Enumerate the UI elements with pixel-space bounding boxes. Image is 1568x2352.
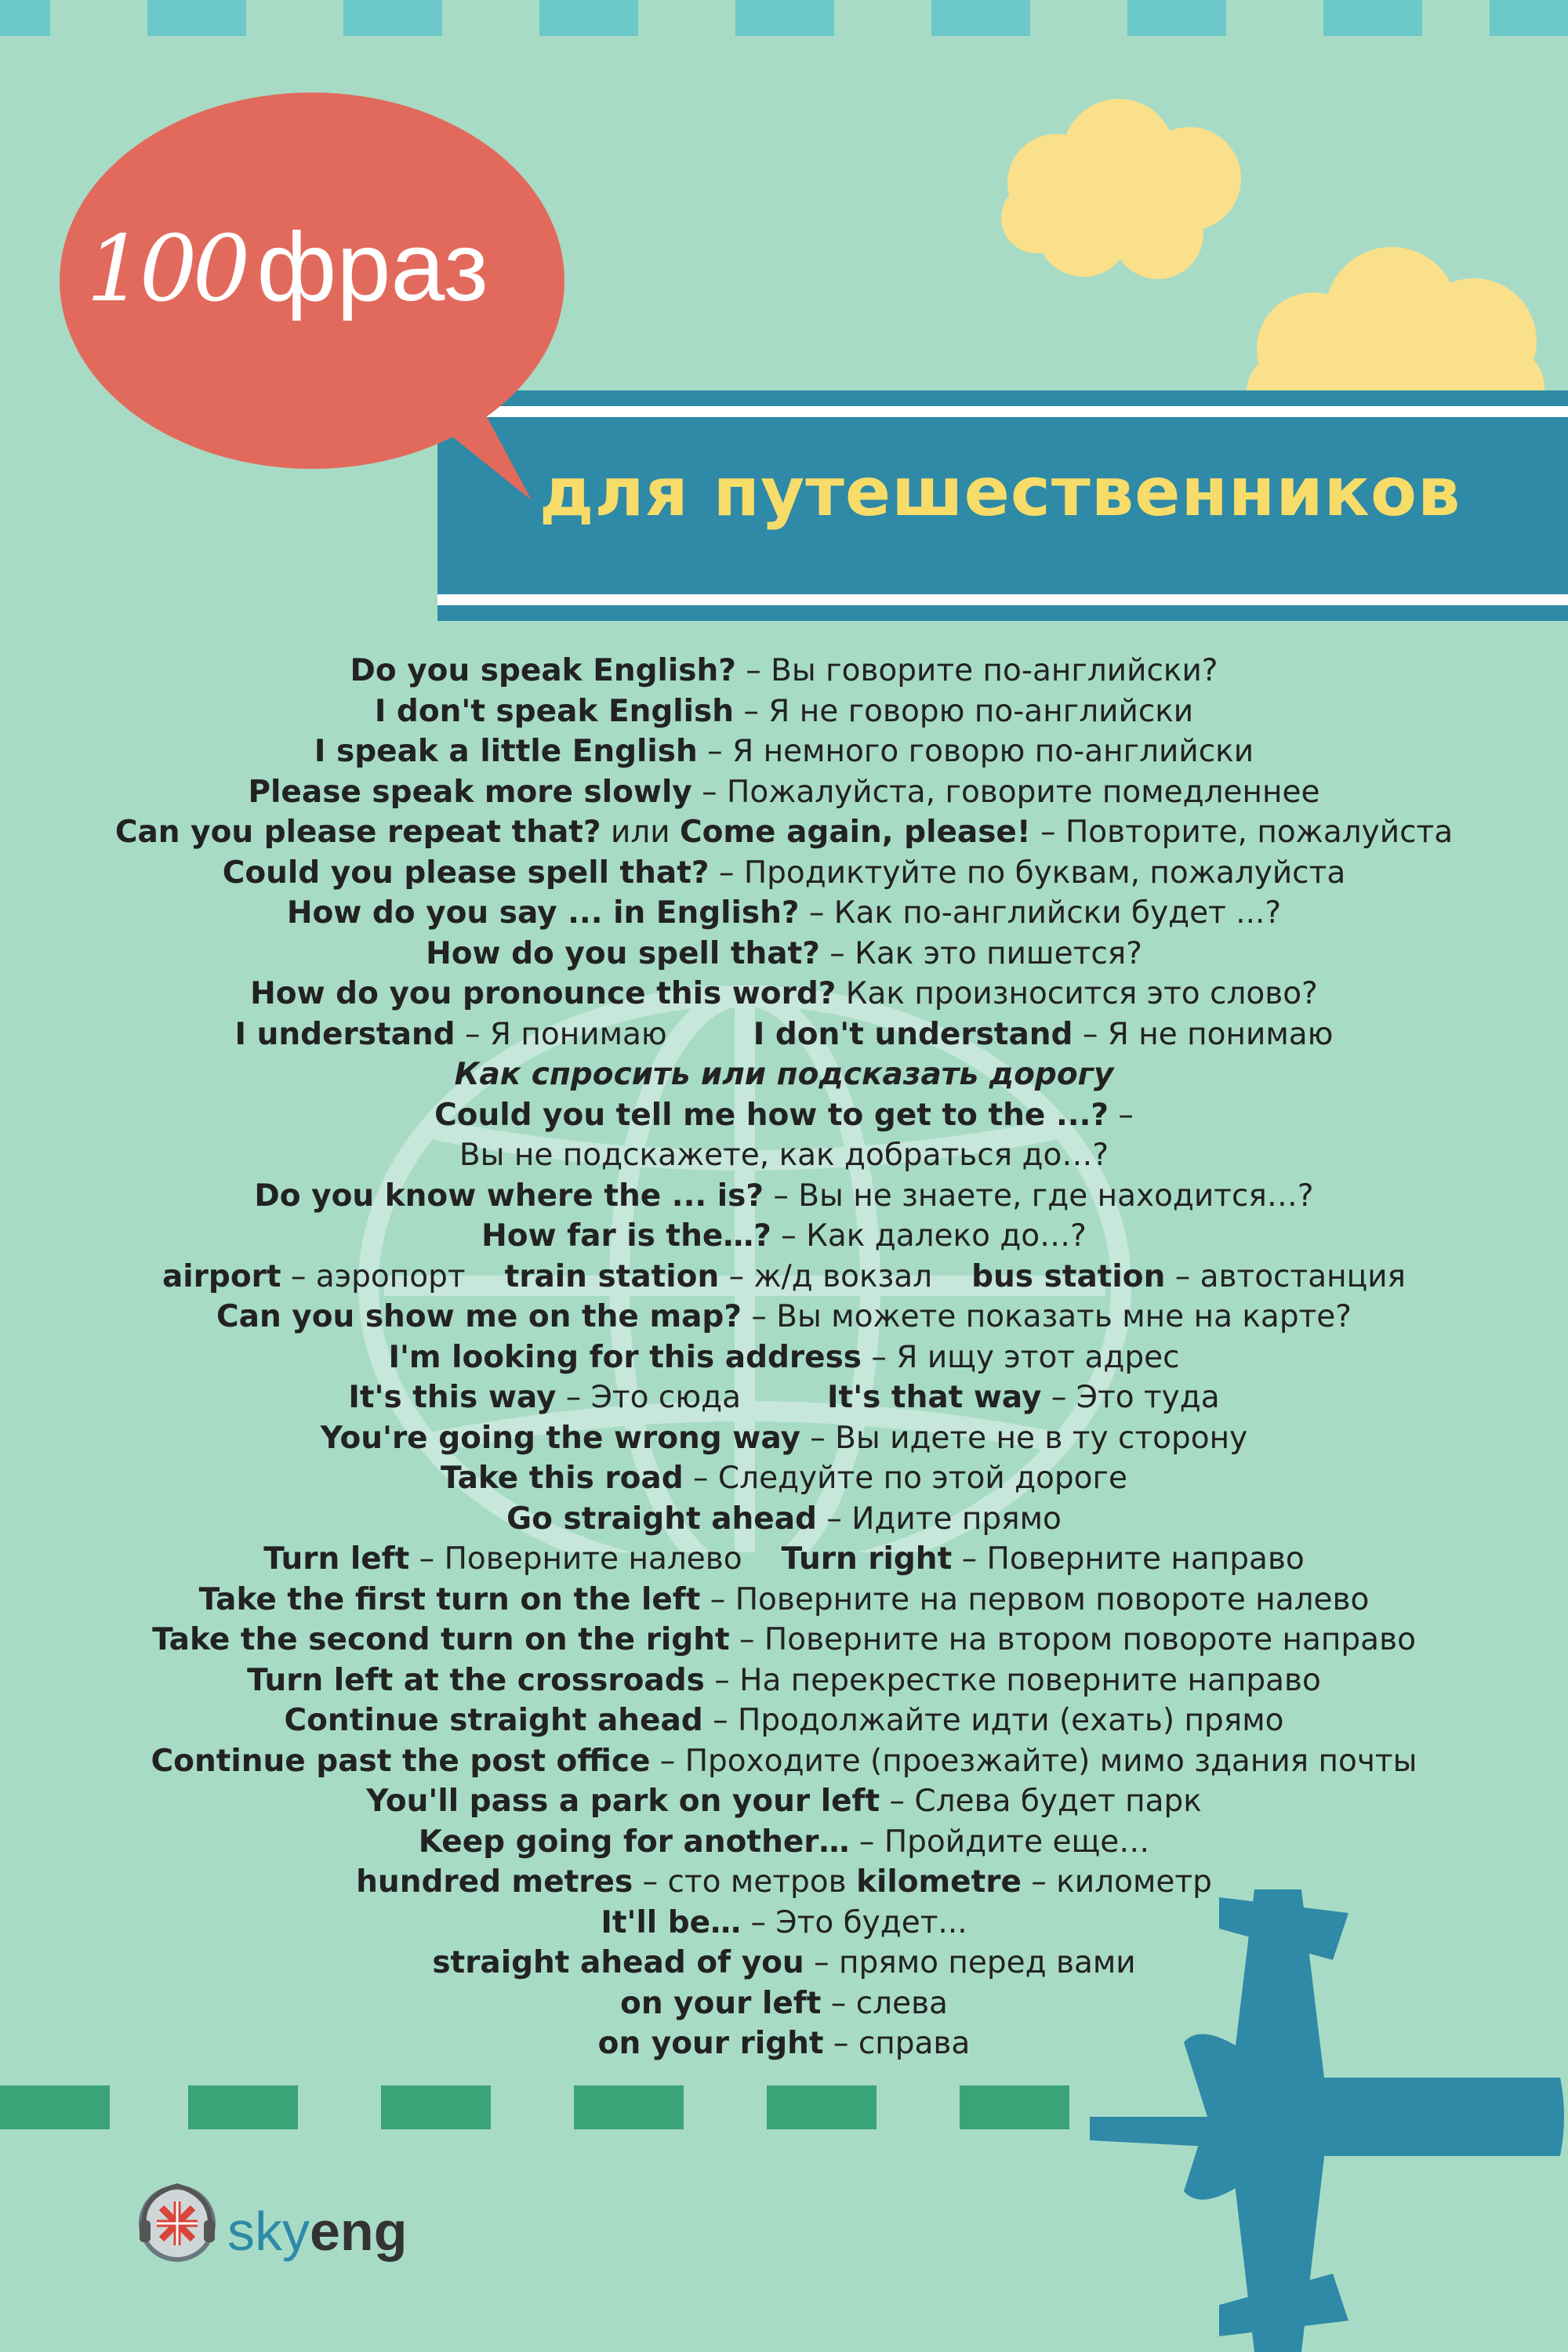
phrase-english: hundred metres (356, 1864, 633, 1900)
section-heading (0, 1054, 1568, 1095)
phrase-russian: – Я не говорю по-английски (734, 693, 1194, 729)
phrase-russian: – справа (823, 2026, 971, 2061)
brand-name (227, 2200, 407, 2263)
phrase-russian: – Проходите (проезжайте) мимо здания почты (650, 1743, 1417, 1779)
phrase-russian: – Поверните направо (952, 1541, 1305, 1577)
phrase-english: on your left (620, 1985, 822, 2021)
phrase-line (0, 772, 1568, 813)
phrase-english: Could you please spell that? (222, 855, 710, 891)
phrase-english: Please speak more slowly (248, 774, 692, 810)
phrase-english: Do you know where the ... is? (254, 1178, 764, 1214)
phrase-english: It's this way (348, 1380, 557, 1415)
phrase-russian: – Я понимаю (455, 1016, 667, 1052)
phrase-english: on your right (597, 2026, 824, 2061)
phrase-english: Come again, please! (680, 815, 1031, 850)
phrase-line (0, 1418, 1568, 1459)
phrase-russian: – Это будет... (741, 1904, 967, 1940)
phrase-line (0, 1620, 1568, 1661)
phrase-russian: – На перекрестке поверните направо (704, 1662, 1321, 1698)
phrase-line (0, 691, 1568, 732)
phrase-russian: Как произносится это слово? (836, 976, 1318, 1011)
phrase-line (0, 1781, 1568, 1822)
phrase-line (0, 853, 1568, 894)
phrase-english: How do you say ... in English? (286, 895, 800, 931)
phrase-russian: – Следуйте по этой дороге (683, 1461, 1127, 1496)
title-banner (437, 390, 1568, 627)
phrase-russian: – Я не понимаю (1073, 1016, 1334, 1052)
phrase-russian: – Это сюда (556, 1380, 742, 1415)
brand-part-sky: sky (227, 2201, 310, 2262)
phrase-russian: – автостанция (1165, 1258, 1406, 1294)
phrase-line (0, 1862, 1568, 1903)
phrase-line (0, 1216, 1568, 1257)
phrase-english: I don't speak English (374, 693, 735, 729)
title-number: 100 (86, 216, 246, 322)
phrase-russian: – Я ищу этот адрес (862, 1339, 1180, 1375)
phrase-line (0, 1135, 1568, 1176)
phrase-english: Take the first turn on the left (198, 1581, 701, 1617)
phrase-russian: – Продолжайте идти (ехать) прямо (702, 1703, 1284, 1738)
phrase-line (0, 974, 1568, 1014)
subtitle: для путешественников (539, 453, 1461, 532)
phrase-line (0, 1661, 1568, 1701)
phrase-line (0, 1499, 1568, 1540)
phrase-line (0, 1095, 1568, 1136)
phrase-english: kilometre (856, 1864, 1022, 1900)
phrase-english: It'll be… (601, 1904, 742, 1940)
phrase-russian: – прямо перед вами (804, 1945, 1136, 1980)
phrase-russian: – Как по-английски будет ...? (799, 895, 1282, 931)
bottom-dashed-line (0, 2085, 1098, 2129)
phrase-english: airport (162, 1258, 281, 1294)
phrase-russian: – Вы не знаете, где находится…? (763, 1178, 1314, 1214)
phrase-english: Take this road (441, 1461, 684, 1496)
main-title (86, 212, 588, 323)
phrase-line (0, 893, 1568, 934)
phrase-english: Turn left (263, 1541, 410, 1577)
phrase-russian: – километр (1021, 1864, 1212, 1900)
phrase-russian: – Вы можете показать мне на карте? (741, 1299, 1352, 1334)
phrase-russian: – Я немного говорю по-английски (697, 734, 1254, 769)
phrase-line (0, 1580, 1568, 1621)
phrase-line (0, 1539, 1568, 1580)
phrase-english: I'm looking for this address (388, 1339, 862, 1375)
phrase-english: How do you spell that? (426, 935, 820, 971)
phrase-english: It's that way (827, 1380, 1042, 1415)
phrase-russian: – аэропорт (281, 1258, 466, 1294)
phrase-line (0, 1741, 1568, 1782)
phrase-line (0, 1014, 1568, 1055)
phrase-english: bus station (971, 1258, 1166, 1294)
phrase-russian: – Продиктуйте по буквам, пожалуйста (709, 855, 1346, 891)
phrase-russian: или (601, 815, 680, 850)
phrase-russian: – Идите прямо (816, 1501, 1062, 1537)
phrase-russian: – Повторите, пожалуйста (1030, 815, 1454, 850)
phrase-english: Can you show me on the map? (216, 1299, 742, 1334)
phrase-english: Go straight ahead (506, 1501, 817, 1537)
phrase-russian: Как спросить или подсказать дорогу (454, 1057, 1114, 1092)
phrase-english: Continue past the post office (151, 1743, 651, 1779)
phrase-english: Turn left at the crossroads (247, 1662, 705, 1698)
phrase-line (0, 1903, 1568, 1944)
phrase-line (0, 1176, 1568, 1217)
phrase-line (0, 1297, 1568, 1338)
title-word: фраз (256, 213, 488, 321)
phrase-line (0, 934, 1568, 975)
phrase-russian: – Как это пишется? (819, 935, 1142, 971)
phrase-english: You're going the wrong way (320, 1420, 800, 1456)
cloud-icon (989, 93, 1256, 289)
phrase-line (0, 1943, 1568, 1984)
phrase-line (0, 812, 1568, 853)
phrase-english: How far is the…? (481, 1218, 771, 1254)
phrase-line (0, 731, 1568, 772)
phrase-russian: – сто метров (633, 1864, 857, 1900)
phrase-russian: – Пройдите еще… (849, 1824, 1150, 1860)
phrase-english: Continue straight ahead (284, 1703, 703, 1738)
phrase-russian: – Пожалуйста, говорите помедленнее (691, 774, 1320, 810)
phrase-english: Take the second turn on the right (152, 1622, 730, 1657)
phrase-russian: – Вы говорите по-английски? (735, 653, 1218, 688)
phrase-line (0, 1377, 1568, 1418)
phrase-english: How do you pronounce this word? (250, 976, 837, 1011)
phrase-russian: – слева (821, 1985, 948, 2021)
phrase-russian: – Поверните налево (409, 1541, 742, 1577)
brand-part-eng: eng (310, 2201, 408, 2262)
phrase-russian: – Слева будет парк (880, 1784, 1202, 1819)
phrase-line (0, 1338, 1568, 1378)
phrase-russian: – Как далеко до…? (771, 1218, 1087, 1254)
phrase-english: straight ahead of you (432, 1945, 804, 1980)
phrase-line (0, 651, 1568, 691)
phrase-russian: Вы не подскажете, как добраться до…? (459, 1138, 1109, 1173)
phrase-line (0, 2024, 1568, 2064)
phrase-english: I understand (234, 1016, 456, 1052)
phrase-english: Turn right (781, 1541, 953, 1577)
phrase-list (0, 651, 1568, 2064)
phrase-russian: – Это туда (1041, 1380, 1220, 1415)
phrase-russian: – Поверните на втором повороте направо (729, 1622, 1416, 1657)
phrase-line (0, 1257, 1568, 1298)
phrase-english: You'll pass a park on your left (366, 1784, 880, 1819)
phrase-russian: – Поверните на первом повороте налево (700, 1581, 1370, 1617)
phrase-english: Can you please repeat that? (114, 815, 601, 850)
phrase-english: I speak a little English (314, 734, 698, 769)
phrase-line (0, 1984, 1568, 2024)
phrase-english: Keep going for another… (418, 1824, 850, 1860)
top-dashed-border (0, 0, 1568, 36)
phrase-line (0, 1700, 1568, 1741)
phrase-line (0, 1822, 1568, 1863)
phrase-english: train station (504, 1258, 720, 1294)
phrase-english: Do you speak English? (350, 653, 736, 688)
phrase-english: Could you tell me how to get to the ...? (434, 1097, 1109, 1133)
phrase-russian: – Вы идете не в ту сторону (800, 1420, 1248, 1456)
phrase-english: I don't understand (753, 1016, 1073, 1052)
phrase-russian: – ж/д вокзал (719, 1258, 933, 1294)
phrase-line (0, 1458, 1568, 1499)
phrase-russian: – (1109, 1097, 1134, 1133)
